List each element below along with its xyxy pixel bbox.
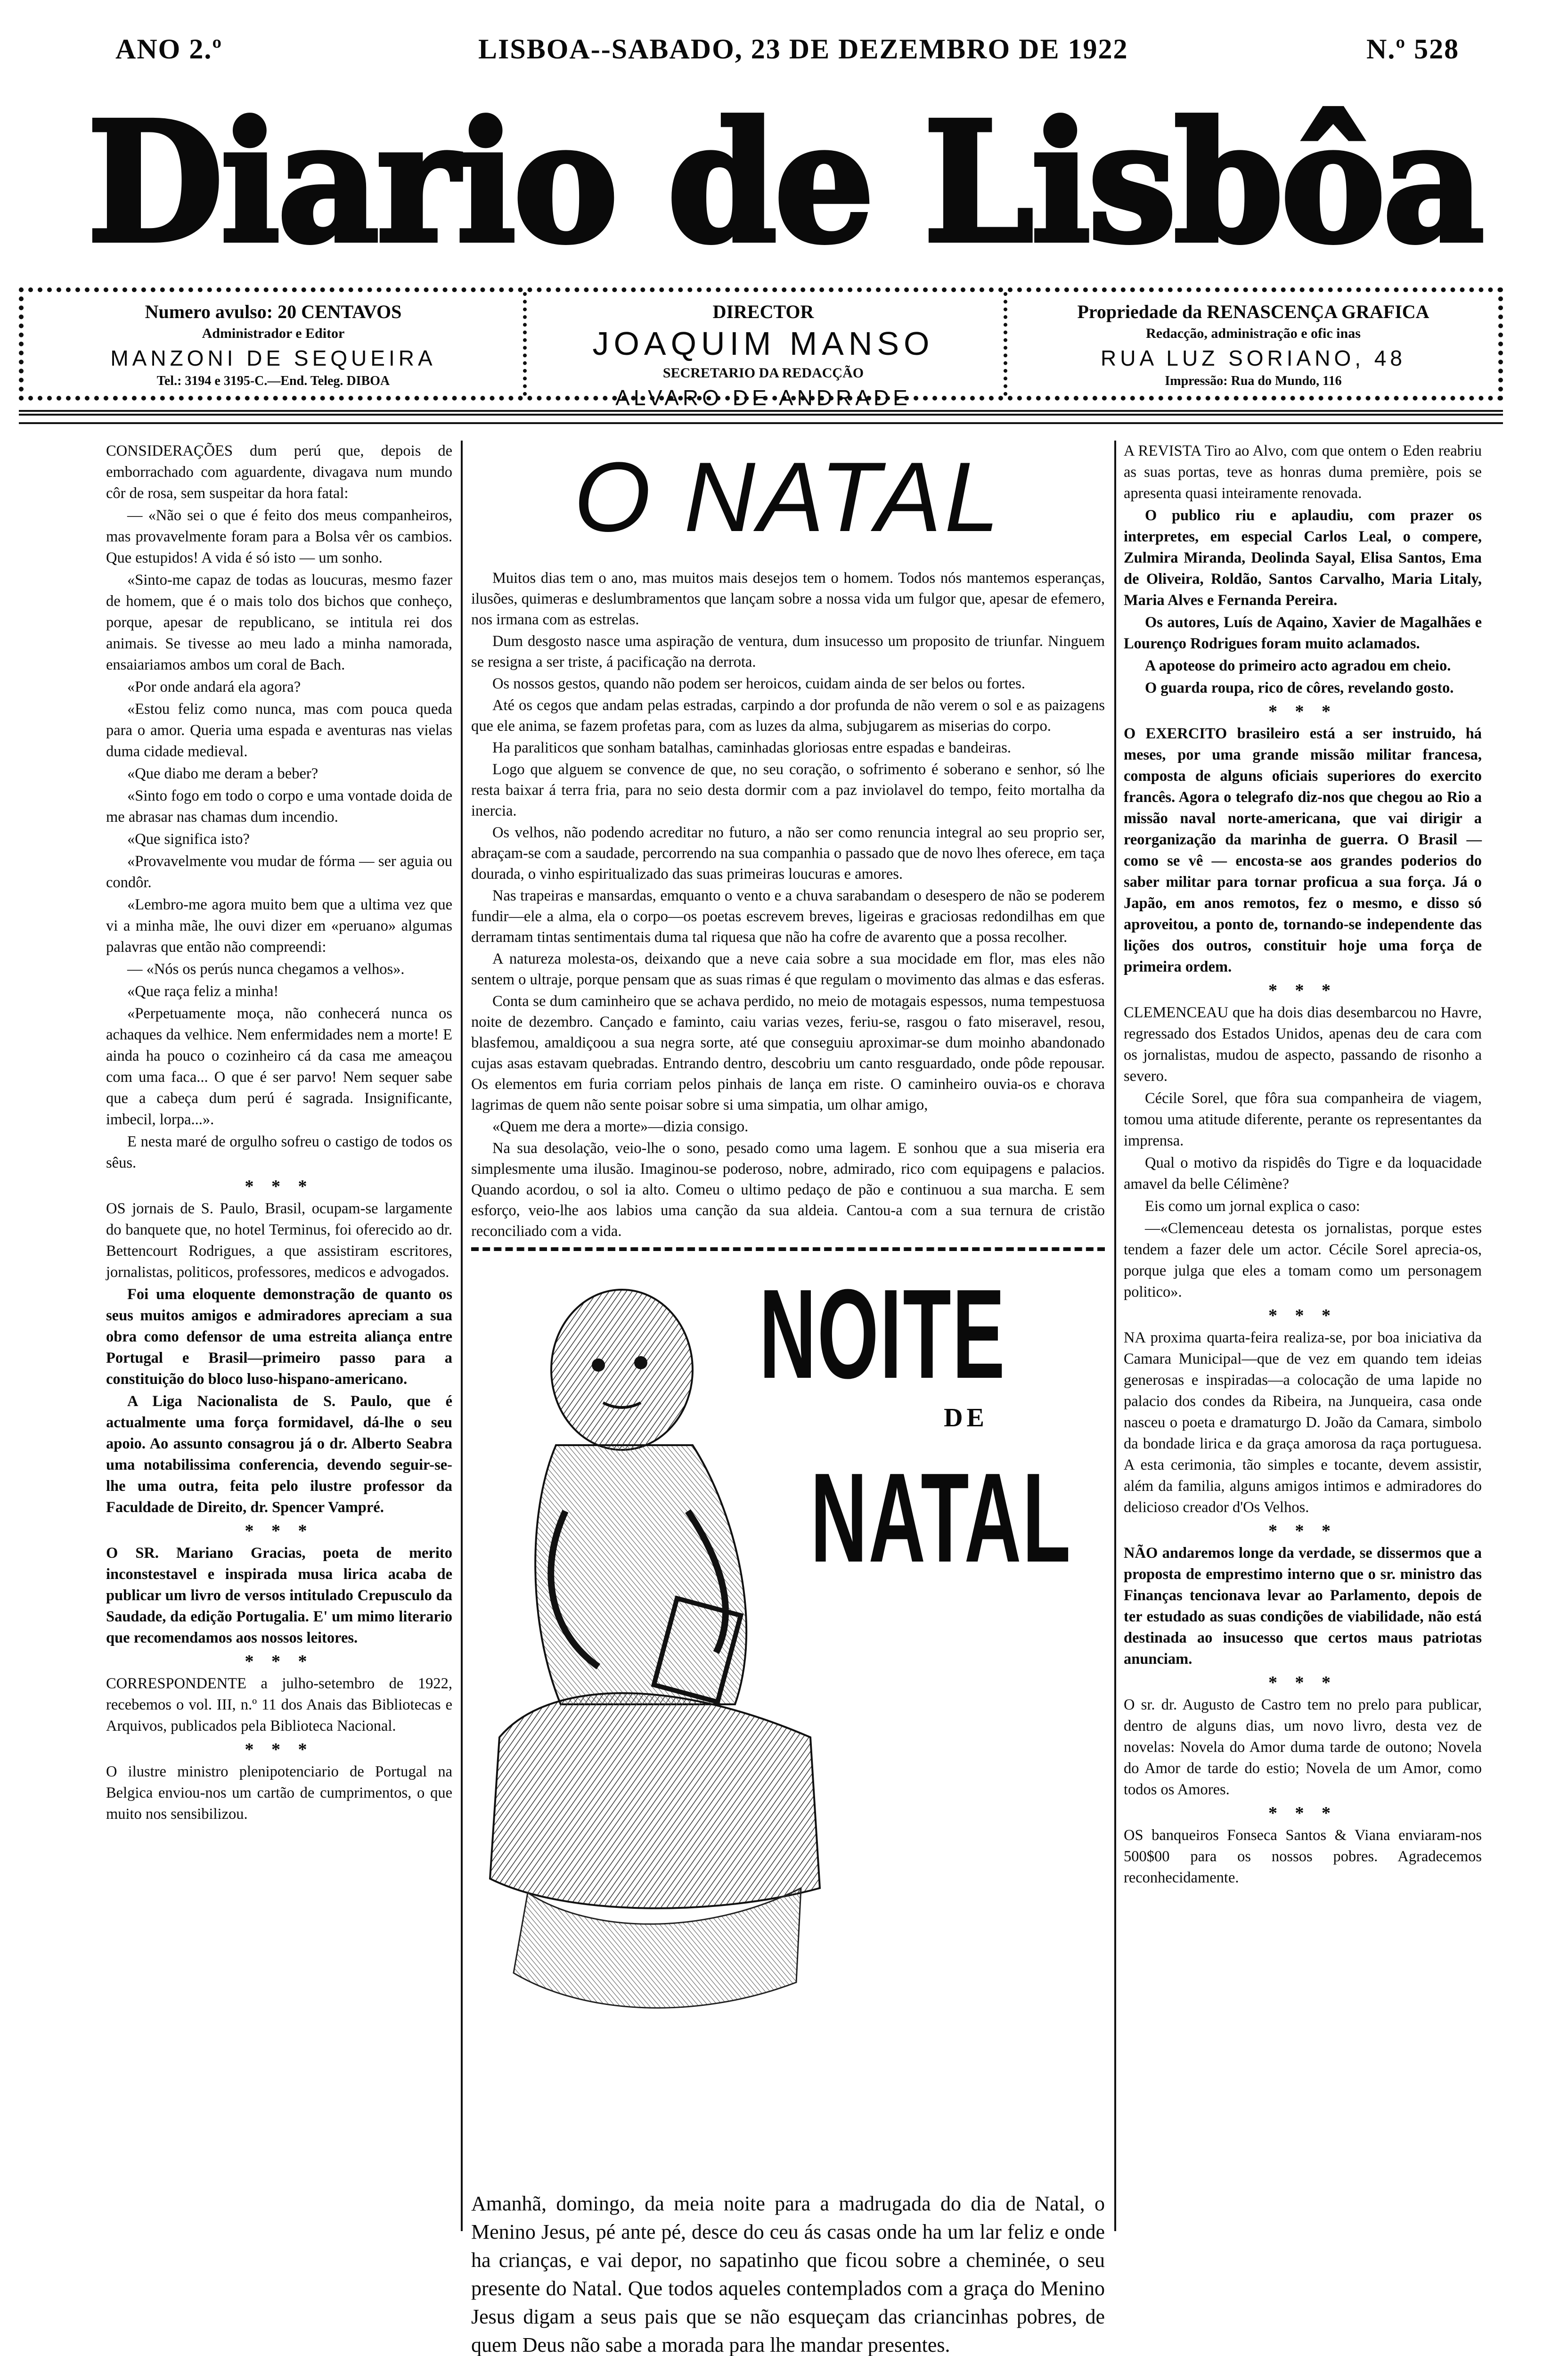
column-divider xyxy=(1114,441,1116,2231)
paragraph: Logo que alguem se convence de que, no seu coração, o sofrimento é soberano e senhor, só lhe resta baixar á terra fria, para no seio desta dormir com a paz inviolavel do tempo, feito mortalha da inercia. xyxy=(471,761,1105,819)
issue-number: N.º 528 xyxy=(1366,33,1460,65)
band-center xyxy=(528,292,999,410)
info-band xyxy=(19,287,1503,410)
address: RUA LUZ SORIANO, 48 xyxy=(1101,346,1406,370)
section-separator: * * * xyxy=(1268,1673,1337,1693)
paragraph: A apoteose do primeiro acto agradou em cheio. xyxy=(1145,657,1451,674)
section-separator: * * * xyxy=(1268,981,1337,1000)
header-rule xyxy=(19,410,1503,416)
secretary-name: ALVARO DE ANDRADE xyxy=(615,385,911,410)
left-column xyxy=(106,441,452,1826)
editor-role: Administrador e Editor xyxy=(202,326,345,341)
paragraph: Ha paraliticos que sonham batalhas, caminhadas gloriosas entre espadas e bandeiras. xyxy=(492,739,1012,756)
paragraph: Os velhos, não podendo acreditar no futuro, a não ser como renuncia integral ao seu proprio ser, abraçam-se com a saudade, percorrendo na sua companhia o passado que de novo lhes oferece, em taça dourada, o vinho espiritualizado das suas primeiras loucuras e amores. xyxy=(471,824,1105,883)
paragraph: «Sinto-me capaz de todas as loucuras, mesmo fazer de homem, que é o mais tolo dos bichos que conheço, porque, apesar de republicano, se intitula rei dos animais. Se tivesse ao meu lado a minha namorada, ensaiariamos ambos um coral de Bach. xyxy=(106,572,452,673)
paragraph: OS jornais de S. Paulo, Brasil, ocupam-se largamente do banquete que, no hotel Terminus, foi oferecido ao dr. Bettencourt Rodrigues, a que assistiram escritores, jornalistas, politicos, professores, medicos e advogados. xyxy=(106,1200,452,1281)
paragraph: «Que diabo me deram a beber? xyxy=(127,765,318,782)
paragraph: «Estou feliz como nunca, mas com pouca queda para o amor. Queria uma espada e aventuras nas vielas duma cidade medieval. xyxy=(106,701,452,760)
dashed-rule xyxy=(471,1247,1105,1251)
section-separator: * * * xyxy=(1268,1306,1337,1325)
paragraph: O sr. dr. Augusto de Castro tem no prelo para publicar, dentro de alguns dias, um novo livro, desta vez de novelas: Novela do Amor duma tarde de outono; Novela do Amor de tarde do estio; Novela de um Amor, como todos os Amores. xyxy=(1124,1696,1482,1798)
editor-name: MANZONI DE SEQUEIRA xyxy=(110,346,436,370)
noite-de-natal-block xyxy=(471,1257,1105,2190)
paragraph: Nas trapeiras e mansardas, emquanto o vento e a chuva sarabandam o desespero de não se poderem fundir—ele a alma, ela o corpo—os poetas escrevem breves, ligeiras e graciosas redondilhas em que derramam tintas sentimentais duma tal riquesa que não ha cofre de avarento que a possa recolher. xyxy=(471,887,1105,946)
paragraph: «Quem me dera a morte»—dizia consigo. xyxy=(492,1118,749,1135)
masthead-title: Diario de Lisbôa xyxy=(87,85,1482,279)
photo-caption: Amanhã, domingo, da meia noite para a madrugada do dia de Natal, o Menino Jesus, pé ante pé, desce do ceu ás casas onde ha um lar feliz e onde ha crianças, e vai depor, no sapatinho que ficou sobre a cheminée, o seu presente do Natal. Que todos aqueles contemplados com a graça do Menino Jesus digam a seus pais que se não esqueçam das criancinhas pobres, de quem Deus não sabe a morada para lhe mandar presentes. xyxy=(471,2192,1105,2356)
paragraph: Muitos dias tem o ano, mas muitos mais desejos tem o homem. Todos nós mantemos esperanças, ilusões, quimeras e deslumbramentos que lançam sobre a nossa vida um fulgor que, apesar de efemero, nos irmana com as estrelas. xyxy=(471,570,1105,628)
de-word: DE xyxy=(944,1403,988,1432)
secretary-label: SECRETARIO DA REDACÇÃO xyxy=(662,365,864,381)
band-divider xyxy=(1004,292,1007,396)
director-name: JOAQUIM MANSO xyxy=(592,325,934,362)
band-left xyxy=(24,292,523,396)
section-separator: * * * xyxy=(1268,702,1337,721)
paragraph: O ilustre ministro plenipotenciario de Portugal na Belgica enviou-nos um cartão de cumprimentos, o que muito nos sensibilizou. xyxy=(106,1763,452,1823)
printing: Impressão: Rua do Mundo, 116 xyxy=(1165,374,1342,388)
section-separator: * * * xyxy=(245,1177,314,1196)
header-rule xyxy=(19,422,1503,424)
year-label: ANO 2.º xyxy=(115,33,223,65)
paragraph: NÃO andaremos longe da verdade, se dissermos que a proposta de emprestimo interno que o sr. ministro das Finanças tencionava levar ao Parlamento, depois de ter estudado as suas condições de viabilidade, não está destinada ao insucesso que certos maus patriotas anunciam. xyxy=(1124,1545,1482,1668)
paragraph: «Perpetuamente moça, não conhecerá nunca os achaques da velhice. Nem enfermidades nem a morte! E ainda ha pouco o cozinheiro cá da casa me ameaçou com uma faca... O que é ser parvo! Nem sequer sabe que a cabeça dum perú é sagrada. Insignificante, imbecil, lorpa...». xyxy=(106,1005,452,1128)
paragraph: A natureza molesta-os, deixando que a neve caia sobre a sua mocidade em flor, mas eles não sentem o ultraje, porque pensam que as suas rimas é que regulam o movimento das almas e das esferas. xyxy=(471,950,1105,988)
paragraph: Qual o motivo da rispidês do Tigre e da loquacidade amavel da belle Célimène? xyxy=(1124,1154,1482,1193)
paragraph: — «Não sei o que é feito dos meus companheiros, mas provavelmente foram para a Bolsa vêr os cambios. Que estupidos! A vida é só isto — um sonho. xyxy=(106,507,452,566)
section-separator: * * * xyxy=(245,1652,314,1671)
paragraph: Cécile Sorel, que fôra sua companheira de viagem, tomou uma atitude diferente, perante os representantes da imprensa. xyxy=(1124,1090,1482,1149)
paragraph: OS banqueiros Fonseca Santos & Viana enviaram-nos 500$00 para os nossos pobres. Agradecemos reconhecidamente. xyxy=(1124,1827,1482,1886)
paragraph: «Que raça feliz a minha! xyxy=(127,983,279,1000)
paragraph: «Sinto fogo em todo o corpo e uma vontade doida de me abrasar nas chamas dum incendio. xyxy=(106,787,452,826)
paragraph: E nesta maré de orgulho sofreu o castigo de todos os sêus. xyxy=(106,1133,452,1171)
section-separator: * * * xyxy=(1268,1521,1337,1541)
paragraph: A REVISTA Tiro ao Alvo, com que ontem o Eden reabriu as suas portas, teve as honras duma première, pois se apresenta quasi inteiramente renovada. xyxy=(1124,442,1482,502)
section-separator: * * * xyxy=(1268,1803,1337,1823)
paragraph: «Que significa isto? xyxy=(127,831,250,848)
band-divider xyxy=(523,292,527,396)
paragraph: O publico riu e aplaudiu, com prazer os interpretes, em especial Carlos Leal, o compere, Zulmira Miranda, Deolinda Sayal, Elisa Santos, Ema de Oliveira, Roldão, Santos Carvalho, Maria Litaly, Maria Alves e Fernanda Pereira. xyxy=(1124,507,1482,609)
owner: Propriedade da RENASCENÇA GRAFICA xyxy=(1077,301,1429,322)
paragraph: — «Nós os perús nunca chegamos a velhos». xyxy=(127,961,405,978)
dateline: LISBOA--SABADO, 23 DE DEZEMBRO DE 1922 xyxy=(478,33,1128,65)
section-separator: * * * xyxy=(245,1521,314,1541)
paragraph: O SR. Mariano Gracias, poeta de merito inconstestavel e inspirada musa lirica acaba de publicar um livro de versos intitulado Crepusculo da Saudade, da edição Portugalia. E' um mimo literario que recomendamos aos nossos leitores. xyxy=(106,1545,452,1646)
phones: Tel.: 3194 e 3195-C.—End. Teleg. DIBOA xyxy=(156,374,390,388)
paragraph: «Lembro-me agora muito bem que a ultima vez que vi a minha mãe, lhe ouvi dizer em «peruano» algumas palavras que então não compreendi: xyxy=(106,896,452,956)
offices: Redacção, administração e ofic inas xyxy=(1146,326,1361,341)
band-right xyxy=(1008,292,1498,396)
paragraph: «Provavelmente vou mudar de fórma — ser aguia ou condôr. xyxy=(106,853,452,891)
paragraph: Conta se dum caminheiro que se achava perdido, no meio de motagais espessos, numa tempestuosa noite de dezembro. Cançado e faminto, caiu varias vezes, feriu-se, rasgou o fato miseravel, resou, blasfemou, amaldiçoou a sua negra sorte, até que conseguiu aproximar-se dum moinho abandonado cujas asas estavam quebradas. Entrando dentro, descobriu um canto resguardado, onde pôde repousar. Os elementos em furia corriam pelos pinhais de lança em riste. O caminheiro ouvia-os e chorava lagrimas de quem não sente poisar sobre si uma simpatia, um olhar amigo, xyxy=(471,993,1105,1113)
paragraph: Eis como um jornal explica o caso: xyxy=(1145,1198,1360,1215)
paragraph: CLEMENCEAU que ha dois dias desembarcou no Havre, regressado dos Estados Unidos, apenas deu de cara com os jornalistas, mudou de aspecto, passando de risonho a severo. xyxy=(1124,1004,1482,1085)
paragraph: O EXERCITO brasileiro está a ser instruido, há meses, por uma grande missão militar francesa, composta de alguns oficiais superiores do exercito francês. Agora o telegrafo diz-nos que chegou ao Rio a missão naval norte-americana, que vai dirigir a reorganização da marinha de guerra. O Brasil — como se vê — encosta-se aos grandes poderios do saber militar para tornar proficua a sua força. Já o Japão, em anos remotos, fez o mesmo, e disso só aproveitou, a ponto de, tornando-se independente das lições dos outros, constituir hoje uma força de primeira ordem. xyxy=(1124,725,1482,975)
paragraph: Na sua desolação, veio-lhe o sono, pesado como uma lagem. E sonhou que a sua miseria era simplesmente uma ilusão. Imaginou-se poderoso, nobre, admirado, rico com equipagens e palacios. Quando acordou, o sol ia alto. Comeu o ultimo pedaço de pão e continuou a sua marcha. E sem esforço, veio-lhe aos labios uma canção da sua aldeia. Cantou-a com a sua ternura de cristão reconciliado com a vida. xyxy=(471,1140,1105,1240)
paragraph: CONSIDERAÇÕES dum perú que, depois de emborrachado com aguardente, divagava num mundo côr de rosa, sem suspeitar da hora fatal: xyxy=(106,442,452,502)
paragraph: Dum desgosto nasce uma aspiração de ventura, dum insucesso um proposito de triunfar. Ninguem se resigna a ser triste, á pacificação na derrota. xyxy=(471,633,1105,671)
paragraph: A Liga Nacionalista de S. Paulo, que é actualmente uma força formidavel, dá-lhe o seu apoio. Ao assunto consagrou já o dr. Alberto Seabra uma notabilissima conferencia, devendo seguir-se-lhe uma outra, feita pelo ilustre professor da Faculdade de Direito, dr. Spencer Vampré. xyxy=(106,1393,452,1516)
paragraph: NA proxima quarta-feira realiza-se, por boa iniciativa da Camara Municipal—que de vez em quando tem ideias generosas e inspiradas—a colocação de uma lapide no palacio dos condes da Ribeira, na Junqueira, casa onde nasceu o poeta e dramaturgo D. João da Camara, simbolo da bondade lirica e da graça amorosa da raça portuguesa. A esta cerimonia, tão simples e tocante, devem assistir, além da familia, alguns amigos intimos e admiradores do delicioso creador d'Os Velhos. xyxy=(1124,1329,1482,1516)
paragraph: O guarda roupa, rico de côres, revelando gosto. xyxy=(1145,679,1454,696)
column-divider xyxy=(461,441,463,2231)
price: Numero avulso: 20 CENTAVOS xyxy=(145,301,402,322)
masthead xyxy=(75,71,1494,287)
natal-word: NATAL xyxy=(810,1447,1072,1589)
paragraph: —«Clemenceau detesta os jornalistas, porque estes tendem a fazer dele um actor. Cécile Sorel aprecia-os, porque julga que eles a tomam como um personagem politico». xyxy=(1124,1220,1482,1301)
paragraph: Até os cegos que andam pelas estradas, carpindo a dor profunda de não verem o sol e as paizagens que ele anima, se fazem profetas para, com as luzes da alma, subjugarem as miserias do corpo. xyxy=(471,697,1105,735)
right-column xyxy=(1124,441,1482,1890)
paragraph: Os autores, Luís de Aqaino, Xavier de Magalhães e Lourenço Rodrigues foram muito aclamados. xyxy=(1124,614,1482,652)
paragraph: «Por onde andará ela agora? xyxy=(127,679,301,695)
article-body xyxy=(471,568,1105,1242)
director-label: DIRECTOR xyxy=(712,301,814,322)
article-headline: O NATAL xyxy=(573,442,1003,552)
noite-de-natal-title xyxy=(759,1263,1102,1452)
section-separator: * * * xyxy=(245,1740,314,1759)
paragraph: Foi uma eloquente demonstração de quanto os seus muitos amigos e admiradores apreciam a sua obra como defensor de uma estreita aliança entre Portugal e Brasil—primeiro passo para a constituição do bloco luso-hispano-americano. xyxy=(106,1286,452,1388)
noite-word: NOITE xyxy=(759,1263,1006,1405)
paragraph: CORRESPONDENTE a julho-setembro de 1922, recebemos o vol. III, n.º 11 dos Anais das Bibliotecas e Arquivos, publicados pela Biblioteca Nacional. xyxy=(106,1675,452,1734)
middle-column xyxy=(471,441,1105,2356)
paragraph: Os nossos gestos, quando não podem ser heroicos, cuidam ainda de ser belos ou fortes. xyxy=(492,675,1025,692)
